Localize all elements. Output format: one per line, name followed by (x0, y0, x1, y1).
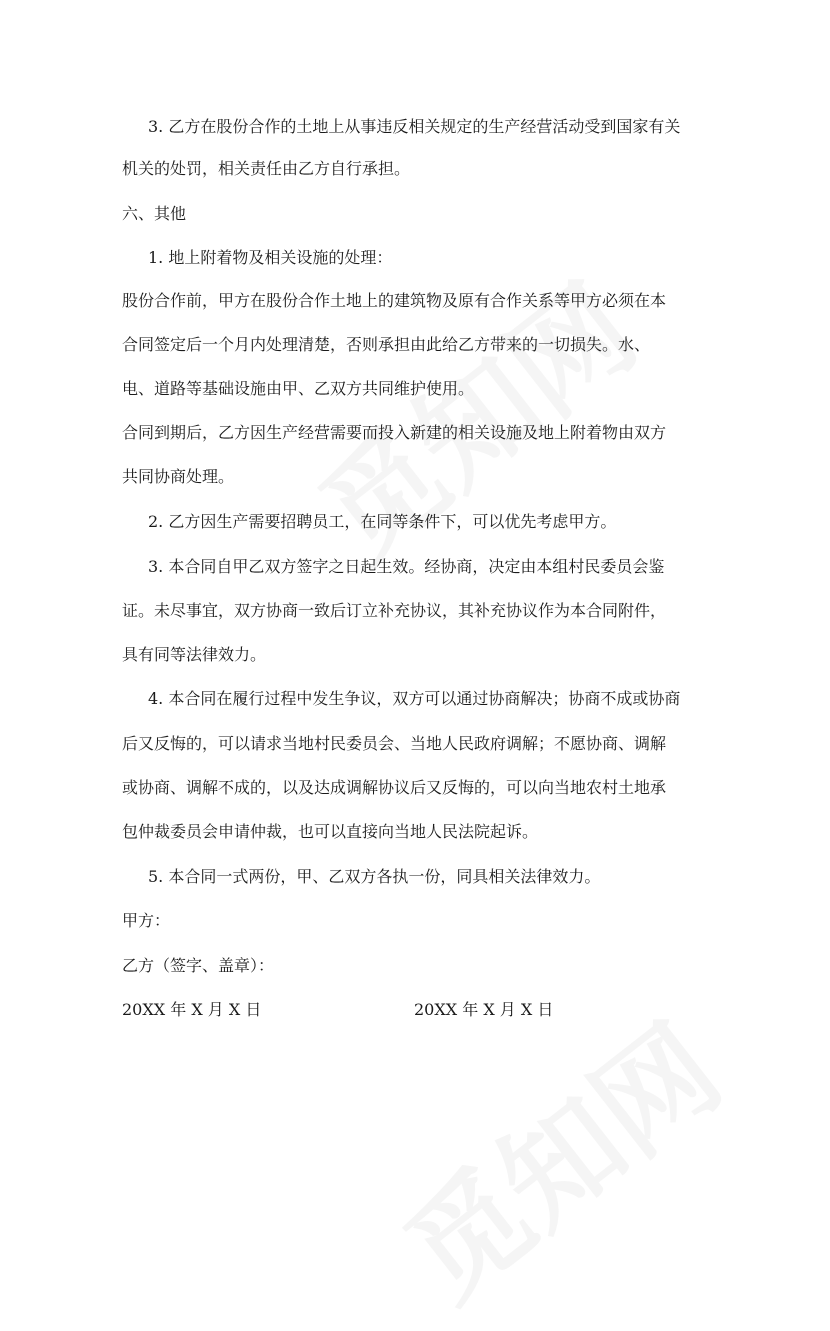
section-6-heading: 六、其他 (122, 204, 187, 223)
clause-6-1-para-2-line-1: 合同到期后，乙方因生产经营需要而投入新建的相关设施及地上附着物由双方 (122, 423, 667, 442)
clause-6-5: 5. 本合同一式两份，甲、乙双方各执一份，同具相关法律效力。 (148, 867, 601, 886)
watermark-bottom (365, 979, 749, 1331)
date-left: 20XX 年 X 月 X 日 (122, 1000, 262, 1019)
clause-6-3-line-1: 3. 本合同自甲乙双方签字之日起生效。经协商，决定由本组村民委员会鉴 (148, 557, 665, 576)
clause-6-4-line-2: 后又反悔的，可以请求当地村民委员会、当地人民政府调解；不愿协商、调解 (122, 734, 667, 753)
date-right: 20XX 年 X 月 X 日 (414, 1000, 554, 1019)
clause-6-1-title: 1. 地上附着物及相关设施的处理： (148, 248, 393, 267)
clause-6-1-para-1-line-2: 合同签定后一个月内处理清楚，否则承担由此给乙方带来的一切损失。水、 (122, 335, 651, 354)
clause-6-1-para-1-line-3: 电、道路等基础设施由甲、乙双方共同维护使用。 (122, 379, 475, 398)
clause-6-4-line-4: 包仲裁委员会申请仲裁，也可以直接向当地人民法院起诉。 (122, 822, 539, 841)
party-b-signature-label: 乙方（签字、盖章）： (122, 956, 275, 975)
clause-6-3-line-3: 具有同等法律效力。 (122, 645, 267, 664)
clause-6-1-para-2-line-2: 共同协商处理。 (122, 467, 235, 486)
clause-6-4-line-3: 或协商、调解不成的，以及达成调解协议后又反悔的，可以向当地农村土地承 (122, 778, 667, 797)
clause-5-3-line-2: 机关的处罚，相关责任由乙方自行承担。 (122, 159, 411, 178)
clause-6-1-para-1-line-1: 股份合作前，甲方在股份合作土地上的建筑物及原有合作关系等甲方必须在本 (122, 291, 667, 310)
clause-6-4-line-1: 4. 本合同在履行过程中发生争议，双方可以通过协商解决；协商不成或协商 (148, 689, 681, 708)
party-a-signature-label: 甲方： (122, 911, 171, 930)
clause-5-3-line-1: 3. 乙方在股份合作的土地上从事违反相关规定的生产经营活动受到国家有关 (148, 117, 681, 136)
clause-6-2: 2. 乙方因生产需要招聘员工，在同等条件下，可以优先考虑甲方。 (148, 512, 617, 531)
clause-6-3-line-2: 证。未尽事宜，双方协商一致后订立补充协议，其补充协议作为本合同附件， (122, 601, 667, 620)
